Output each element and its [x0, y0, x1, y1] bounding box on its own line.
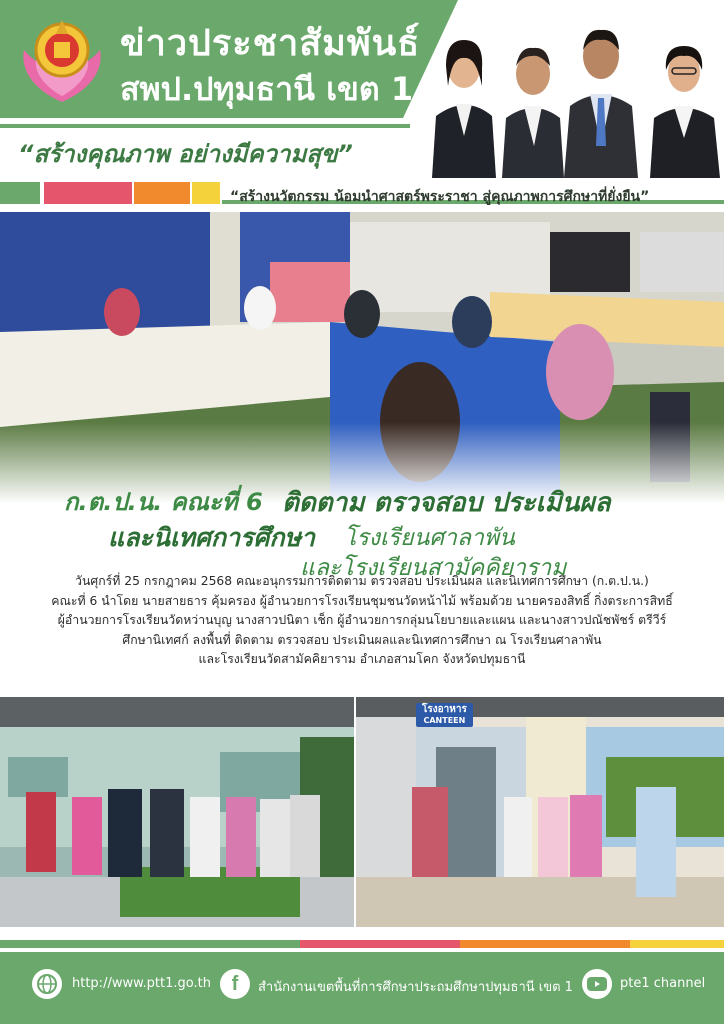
- body-line: ผู้อำนวยการโรงเรียนวัดหว่านบุญ นางสาวปนิตา เช็ก ผู้อำนวยการกลุ่มนโยบายและแผน และนางสาวปณัชพัชร์ ตรีวีร์: [57, 613, 667, 628]
- title-line1: ข่าวประชาสัมพันธ์: [120, 23, 421, 64]
- headline-line2-part2: โรงเรียนศาลาพัน: [344, 525, 515, 551]
- headline-line1-part2: ติดตาม ตรวจสอบ ประเมินผล: [282, 488, 611, 518]
- facebook-link[interactable]: สำนักงานเขตพื้นที่การศึกษาประถมศึกษาปทุมธานี เขต 1: [258, 980, 573, 995]
- website-link[interactable]: http://www.ptt1.go.th: [72, 976, 211, 991]
- footer-stripe-yellow: [630, 940, 724, 948]
- footer-stripe-red: [300, 940, 460, 948]
- person-4: [650, 46, 720, 178]
- globe-icon: [32, 969, 62, 999]
- header-divider: [0, 124, 410, 128]
- sub-motto: “สร้างนวัตกรรม น้อมนำศาสตร์พระราชา สู่คุณภาพการศึกษาที่ยั่งยืน”: [230, 189, 650, 205]
- headline-line2-part1: และนิเทศการศึกษา: [108, 523, 315, 552]
- meeting-photo: [0, 212, 724, 504]
- footer-stripe-orange: [460, 940, 630, 948]
- canteen-sign-thai: โรงอาหาร: [422, 704, 467, 715]
- body-line: และโรงเรียนวัดสามัคคิยาราม อำเภอสามโคก จังหวัดปทุมธานี: [198, 652, 526, 667]
- headline-line3: และโรงเรียนสามัคคิยาราม: [300, 555, 567, 581]
- group-photo: [0, 697, 354, 927]
- office-logo: [14, 10, 110, 106]
- stripe-green: [0, 182, 40, 204]
- body-line: ศึกษานิเทศก์ ลงพื้นที่ ติดตาม ตรวจสอบ ประเมินผลและนิเทศการศึกษา ณ โรงเรียนศาลาพัน: [122, 632, 602, 647]
- youtube-icon: [582, 969, 612, 999]
- canteen-photo: [356, 697, 724, 927]
- news-body: [28, 572, 696, 670]
- person-2: [502, 48, 564, 178]
- person-3: [564, 30, 638, 178]
- footer-stripe-green: [0, 940, 300, 948]
- canteen-sign: [416, 703, 473, 727]
- canteen-sign-en: CANTEEN: [423, 716, 466, 725]
- footer-stripe: [0, 940, 724, 948]
- title-line2: สพป.ปทุมธานี เขต 1: [120, 70, 414, 108]
- stripe-red: [44, 182, 132, 204]
- main-motto: “สร้างคุณภาพ อย่างมีความสุข”: [18, 140, 353, 168]
- person-1: [432, 40, 496, 178]
- executives-photo: [428, 6, 724, 178]
- youtube-link[interactable]: pte1 channel: [620, 976, 706, 991]
- stripe-orange: [134, 182, 190, 204]
- stripe-yellow: [192, 182, 220, 204]
- facebook-icon: f: [220, 969, 250, 999]
- body-line: วันศุกร์ที่ 25 กรกฎาคม 2568 คณะอนุกรรมการติดตาม ตรวจสอบ ประเมินผล และนิเทศการศึกษา (ก.ต.ป.น.): [75, 574, 649, 588]
- body-line: คณะที่ 6 นำโดย นายสายธาร คุ้มครอง ผู้อำนวยการโรงเรียนชุมชนวัดหน้าไม้ พร้อมด้วย นายครองสิทธิ์ กิ่งตระการสิทธิ์: [51, 593, 673, 608]
- headline-line1-part1: ก.ต.ป.น. คณะที่ 6: [64, 488, 263, 516]
